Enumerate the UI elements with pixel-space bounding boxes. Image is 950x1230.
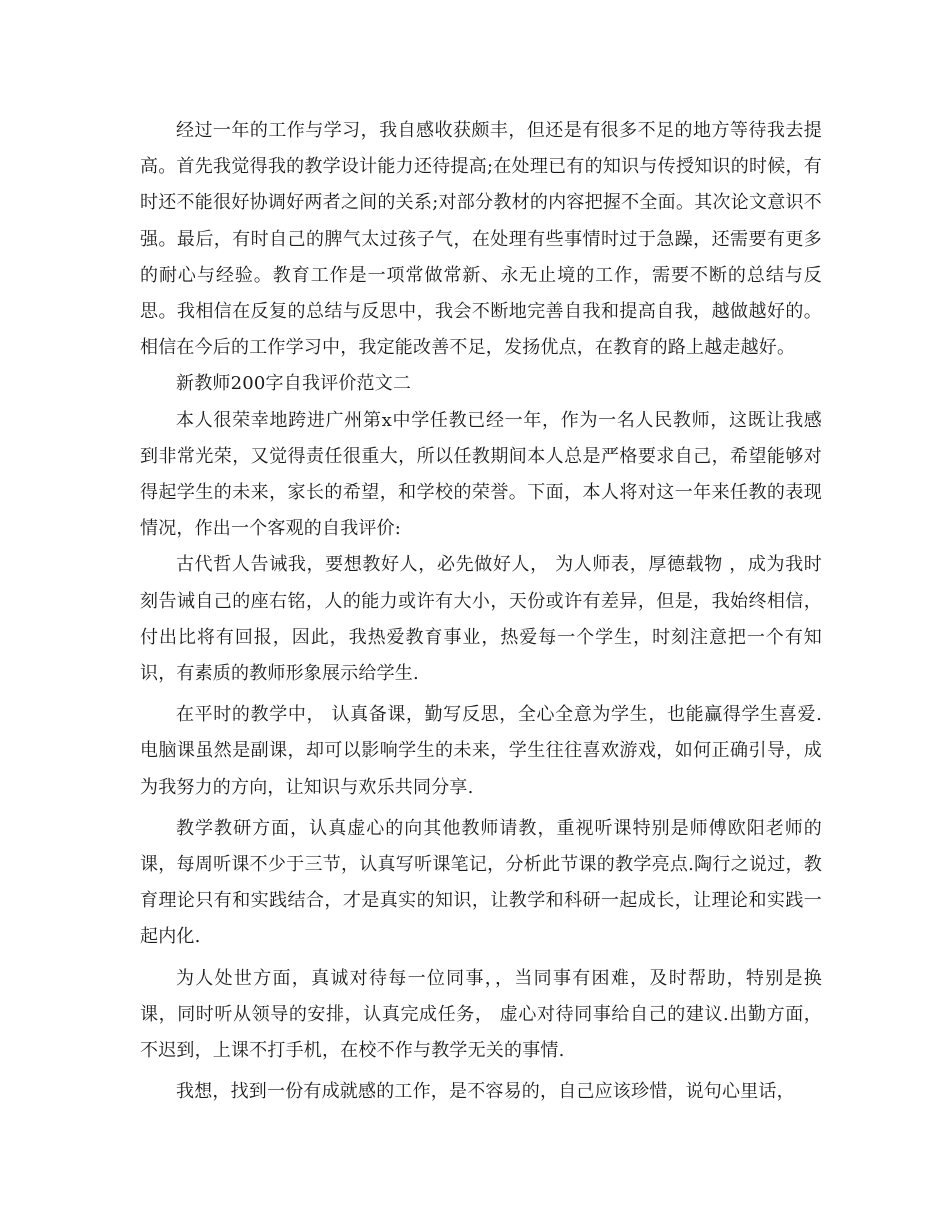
paragraph-closing: 我想，找到一份有成就感的工作，是不容易的，自己应该珍惜，说句心里话， (176, 1081, 795, 1103)
paragraph-introduction: 本人很荣幸地跨进广州第x中学任教已经一年，作为一名人民教师，这既让我感到非常光荣，又觉得责任很重大，所以任教期间本人总是严格要求自己，希望能够对得起学生的未来，家长的希望，和学校的荣誉。下面，本人将对这一年来任教的表现情况，作出一个客观的自我评价: (140, 409, 822, 540)
paragraph-reflection: 经过一年的工作与学习，我自感收获颇丰，但还是有很多不足的地方等待我去提高。首先我觉得我的教学设计能力还待提高;在处理已有的知识与传授知识的时候，有时还不能很好协调好两者之间的关系;对部分教材的内容把握不全面。其次论文意识不强。最后，有时自己的脾气太过孩子气，在处理有些事情时过于急躁，还需要有更多的耐心与经验。教育工作是一项常做常新、永无止境的工作，需要不断的总结与反思。我相信在反复的总结与反思中，我会不断地完善自我和提高自我，越做越好的。相信在今后的工作学习中，我定能改善不足，发扬优点，在教育的路上越走越好。 (140, 120, 822, 359)
paragraph-colleagues: 为人处世方面，真诚对待每一位同事，，当同事有困难，及时帮助，特别是换课，同时听从领导的安排，认真完成任务， 虚心对待同事给自己的建议.出勤方面，不迟到，上课不打手机，在校不作与教学无关的事情. (140, 967, 822, 1062)
paragraph-motto: 古代哲人告诫我，要想教好人，必先做好人， 为人师表，厚德载物 ，成为我时刻告诫自己的座右铭，人的能力或许有大小，天份或许有差异，但是，我始终相信，付出比将有回报，因此，我热爱教育事业，热爱每一个学生，时刻注意把一个有知识，有素质的教师形象展示给学生. (140, 554, 822, 685)
document-body (140, 113, 822, 1110)
section-heading: 新教师200字自我评价范文二 (176, 373, 412, 395)
paragraph-teaching: 在平时的教学中， 认真备课，勤写反思，全心全意为学生，也能赢得学生喜爱.电脑课虽然是副课，却可以影响学生的未来，学生往往喜欢游戏，如何正确引导，成为我努力的方向，让知识与欢乐共同分享. (140, 704, 822, 798)
paragraph-research: 教学教研方面，认真虚心的向其他教师请教，重视听课特别是师傅欧阳老师的课，每周听课不少于三节，认真写听课笔记，分析此节课的教学亮点.陶行之说过，教育理论只有和实践结合，才是真实的知识，让教学和科研一起成长，让理论和实践一起内化. (140, 817, 822, 948)
